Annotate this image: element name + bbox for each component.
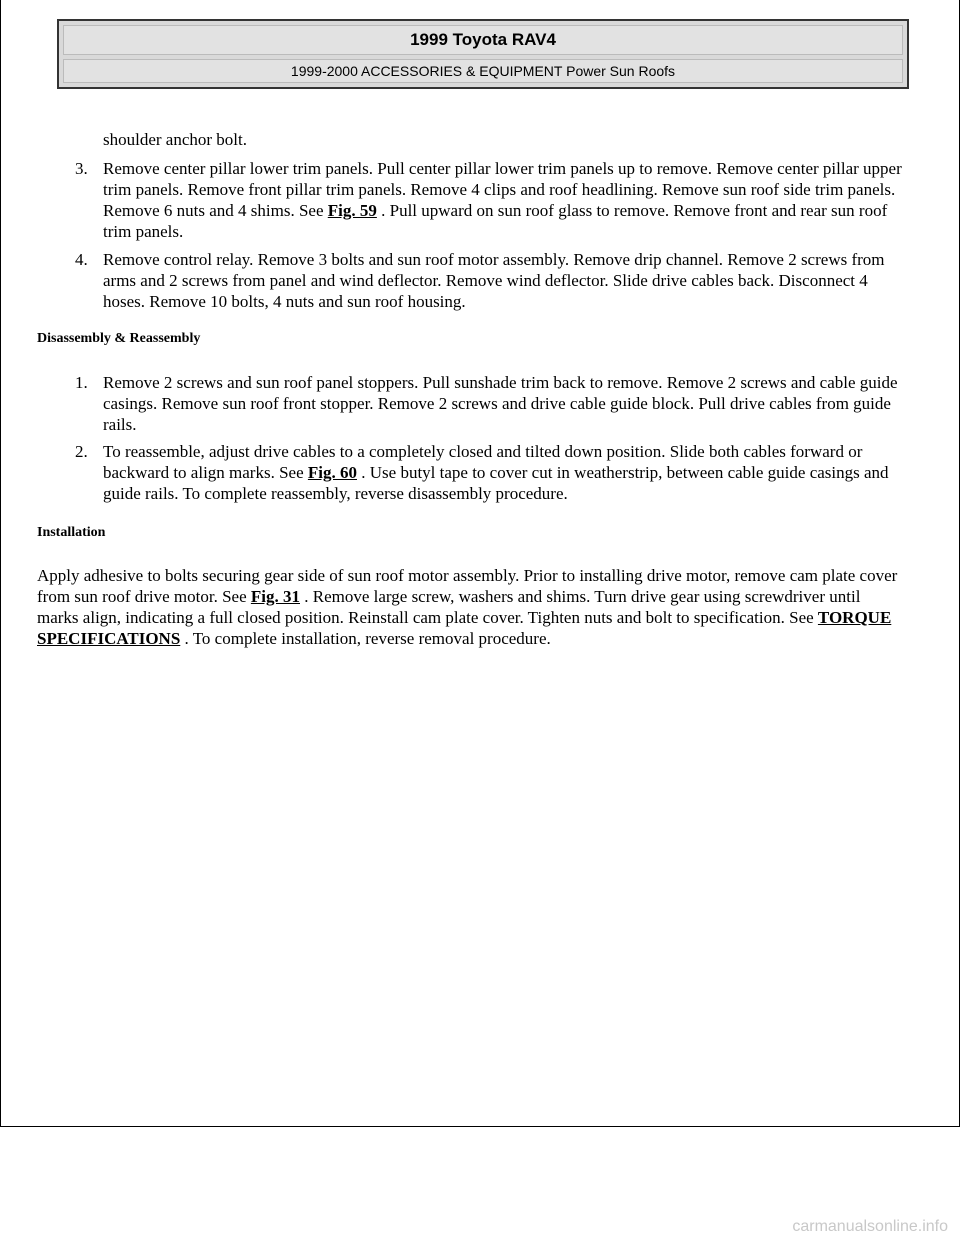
step-number: 4.: [75, 250, 88, 269]
fig-59-link[interactable]: Fig. 59: [327, 201, 377, 220]
installation-paragraph: Apply adhesive to bolts securing gear side of sun roof motor assembly. Prior to installing drive motor, remove cam plate cover from sun roof drive motor. See Fig. 31 . Remove large screw, washers and shims. Turn drive gear using screwdriver until marks align, indicating a full closed position. Reinstall cam plate cover. Tighten nuts and bolt to specification. See TORQUE SPECIFICATIONS . To complete installation, reverse removal procedure.: [37, 566, 898, 648]
step-text: Remove 2 screws and sun roof panel stoppers. Pull sunshade trim back to remove. Remove 2 screws and cable guide casings. Remove sun roof front stopper. Remove 2 screws and drive cable guide block. Pull drive cables from guide rails.: [103, 373, 898, 434]
installation-heading: Installation: [37, 525, 106, 540]
torque-specifications-link[interactable]: TORQUE SPECIFICATIONS: [37, 608, 892, 648]
step-number: 3.: [75, 159, 88, 178]
fig-31-link[interactable]: Fig. 31: [250, 587, 300, 606]
removal-step-3: [75, 158, 905, 242]
document-title: 1999 Toyota RAV4: [63, 25, 903, 55]
step-text: Remove center pillar lower trim panels. Pull center pillar lower trim panels up to remove. Remove center pillar upper trim panels. Remove front pillar trim panels. Remove 4 clips and roof headlining. Remove sun roof side trim panels. Remove 6 nuts and 4 shims. See Fig. 59 . Pull upward on sun roof glass to remove. Remove front and rear sun roof trim panels.: [103, 159, 902, 241]
step-text: Remove control relay. Remove 3 bolts and sun roof motor assembly. Remove drip channel. Remove 2 screws from arms and 2 screws from panel and wind deflector. Remove wind deflector. Slide drive cables back. Disconnect 4 hoses. Remove 10 bolts, 4 nuts and sun roof housing.: [103, 250, 885, 311]
disassembly-step-1: [75, 372, 905, 435]
removal-continuation: shoulder anchor bolt.: [103, 130, 247, 149]
fig-60-link[interactable]: Fig. 60: [307, 463, 357, 482]
step-number: 2.: [75, 442, 88, 461]
document-subtitle: 1999-2000 ACCESSORIES & EQUIPMENT Power Sun Roofs: [63, 59, 903, 83]
disassembly-heading: Disassembly & Reassembly: [37, 331, 201, 346]
step-text: To reassemble, adjust drive cables to a completely closed and tilted down position. Slide both cables forward or backward to align marks. See Fig. 60 . Use butyl tape to cover cut in weatherstrip, between cable guide casings and guide rails. To complete reassembly, reverse disassembly procedure.: [103, 442, 889, 503]
removal-step-4: [75, 249, 905, 312]
step-number: 1.: [75, 373, 88, 392]
watermark: carmanualsonline.info: [792, 1218, 948, 1235]
disassembly-step-2: [75, 441, 905, 504]
document-header: [57, 19, 909, 89]
